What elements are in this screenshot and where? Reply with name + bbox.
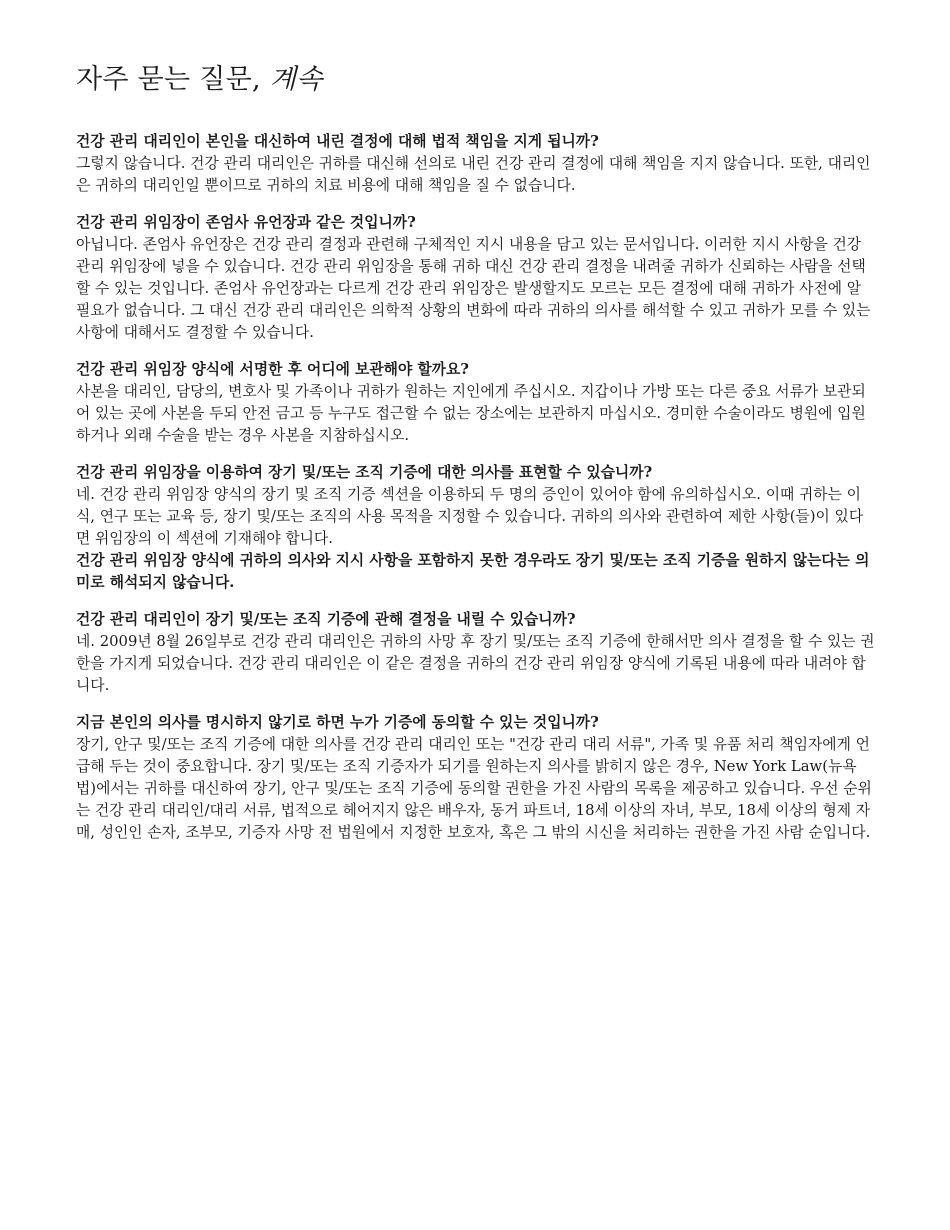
- faq-item-consent-priority: [76, 712, 876, 844]
- faq-item-storage: [76, 359, 876, 447]
- faq-item-organ-donation-wishes: [76, 462, 876, 594]
- faq-note: 건강 관리 위임장 양식에 귀하의 의사와 지시 사항을 포함하지 못한 경우라도 장기 및/또는 조직 기증을 원하지 않는다는 의미로 해석되지 않습니다.: [76, 552, 870, 592]
- faq-question: 건강 관리 대리인이 장기 및/또는 조직 기증에 관해 결정을 내릴 수 있습니까?: [76, 611, 576, 629]
- page-title: [76, 62, 876, 97]
- faq-answer: 사본을 대리인, 담당의, 변호사 및 가족이나 귀하가 원하는 지인에게 주십시오. 지갑이나 가방 또는 다른 중요 서류가 보관되어 있는 곳에 사본을 두되 안전 금고 등 누구도 접근할 수 없는 장소에는 보관하지 마십시오. 경미한 수술이라도 병원에 입원하거나 외래 수술을 받는 경우 사본을 지참하십시오.: [76, 383, 866, 445]
- faq-question: 건강 관리 위임장이 존엄사 유언장과 같은 것입니까?: [76, 214, 416, 232]
- faq-question: 건강 관리 대리인이 본인을 대신하여 내린 결정에 대해 법적 책임을 지게 됩니까?: [76, 133, 599, 151]
- faq-answer: 그렇지 않습니다. 건강 관리 대리인은 귀하를 대신해 선의로 내린 건강 관리 결정에 대해 책임을 지지 않습니다. 또한, 대리인은 귀하의 대리인일 뿐이므로 귀하의 치료 비용에 대해 책임을 질 수 없습니다.: [76, 155, 871, 195]
- faq-question: 건강 관리 위임장 양식에 서명한 후 어디에 보관해야 할까요?: [76, 361, 469, 379]
- document-page: [76, 62, 876, 859]
- faq-item-living-will: [76, 212, 876, 344]
- faq-question: 지금 본인의 의사를 명시하지 않기로 하면 누가 기증에 동의할 수 있는 것입니까?: [76, 714, 599, 732]
- page-title-main: 자주 묻는 질문,: [76, 64, 261, 95]
- faq-answer: 네. 2009년 8월 26일부로 건강 관리 대리인은 귀하의 사망 후 장기 및/또는 조직 기증에 한해서만 의사 결정을 할 수 있는 권한을 가지게 되었습니다. 건강 관리 대리인은 이 같은 결정을 귀하의 건강 관리 위임장 양식에 기록된 내용에 따라 내려야 합니다.: [76, 633, 875, 695]
- faq-item-legal-liability: [76, 131, 876, 197]
- faq-answer: 네. 건강 관리 위임장 양식의 장기 및 조직 기증 섹션을 이용하되 두 명의 증인이 있어야 함에 유의하십시오. 이때 귀하는 이식, 연구 또는 교육 등, 장기 및/또는 조직의 사용 목적을 지정할 수 있습니다. 귀하의 의사와 관련하여 제한 사항(들)이 있다면 위임장의 이 섹션에 기재해야 합니다.: [76, 486, 864, 548]
- page-title-continued: 계속: [269, 64, 323, 95]
- faq-question: 건강 관리 위임장을 이용하여 장기 및/또는 조직 기증에 대한 의사를 표현할 수 있습니까?: [76, 464, 653, 482]
- faq-item-agent-donation-decision: [76, 609, 876, 697]
- faq-answer: 아닙니다. 존엄사 유언장은 건강 관리 결정과 관련해 구체적인 지시 내용을 담고 있는 문서입니다. 이러한 지시 사항을 건강 관리 위임장에 넣을 수 있습니다. 건강 관리 위임장을 통해 귀하 대신 건강 관리 결정을 내려줄 귀하가 신뢰하는 사람을 선택할 수 있는 것입니다. 존엄사 유언장과는 다르게 건강 관리 위임장은 발생할지도 모르는 모든 결정에 대해 귀하가 사전에 알 필요가 없습니다. 그 대신 건강 관리 대리인은 의학적 상황의 변화에 따라 귀하의 의사를 해석할 수 있고 귀하가 모를 수 있는 사항에 대해서도 결정할 수 있습니다.: [76, 236, 871, 342]
- faq-answer: 장기, 안구 및/또는 조직 기증에 대한 의사를 건강 관리 대리인 또는 "건강 관리 대리 서류", 가족 및 유품 처리 책임자에게 언급해 두는 것이 중요합니다. 장기 및/또는 조직 기증자가 되기를 원하는지 의사를 밝히지 않은 경우, New York Law(뉴욕 법)에서는 귀하를 대신하여 장기, 안구 및/또는 조직 기증에 동의할 권한을 가진 사람의 목록을 제공하고 있습니다. 우선 순위는 건강 관리 대리인/대리 서류, 법적으로 헤어지지 않은 배우자, 동거 파트너, 18세 이상의 자녀, 부모, 18세 이상의 형제 자매, 성인인 손자, 조부모, 기증자 사망 전 법원에서 지정한 보호자, 혹은 그 밖의 시신을 처리하는 권한을 가진 사람 순입니다.: [76, 736, 872, 842]
